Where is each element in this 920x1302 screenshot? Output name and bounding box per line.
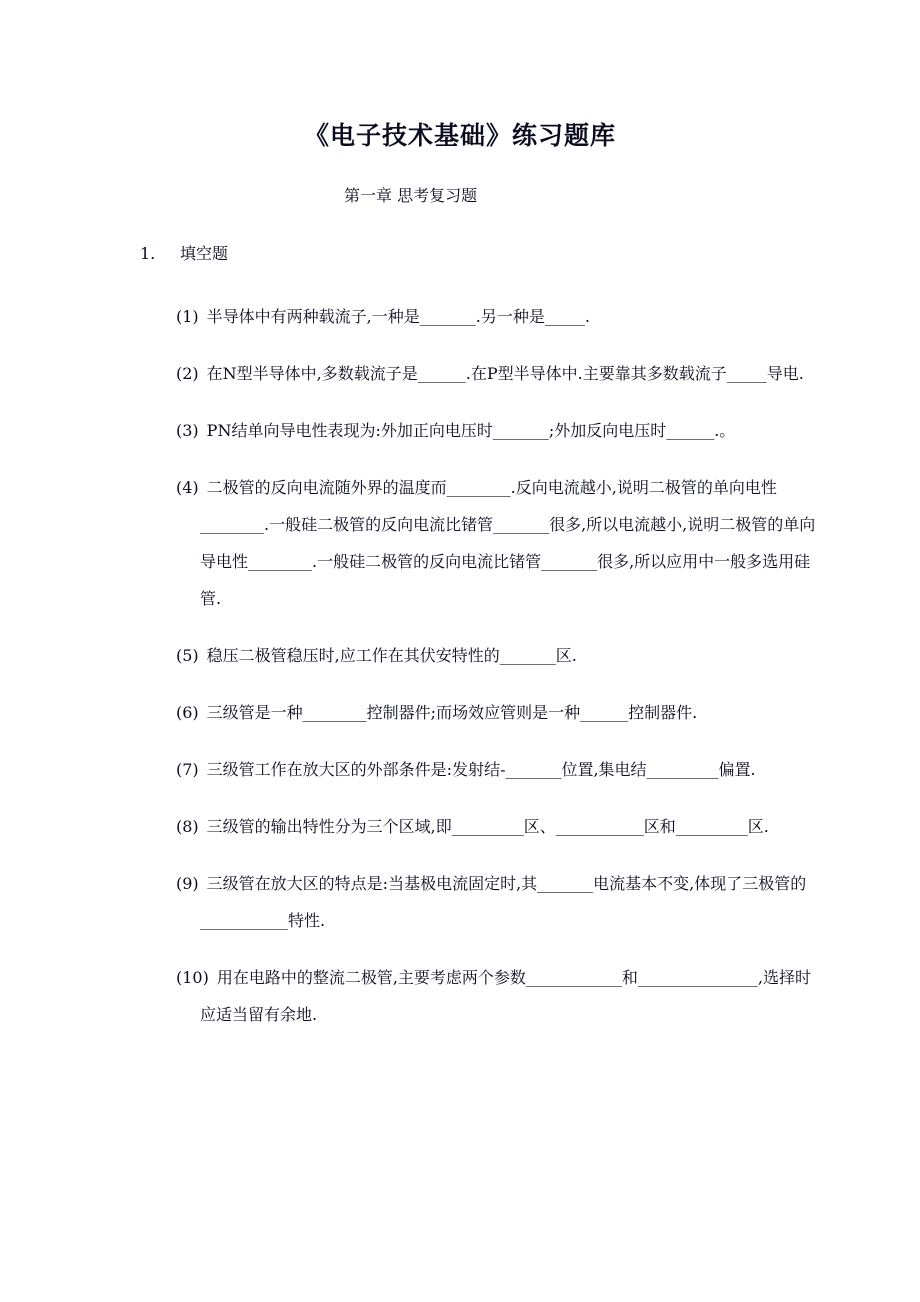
section-number: 1. — [140, 244, 156, 263]
chapter-heading: 第一章 思考复习题 — [344, 186, 478, 205]
question-number: (10) — [176, 968, 209, 987]
question-text: 用在电路中的整流二极管,主要考虑两个参数____________和_______________,选择时应适当留有余地. — [200, 968, 812, 1024]
question-text: 三级管是一种________控制器件;而场效应管则是一种______控制器件. — [206, 703, 698, 722]
question-item — [176, 298, 816, 335]
question-number: (7) — [176, 760, 199, 779]
question-number: (8) — [176, 817, 199, 836]
question-number: (6) — [176, 703, 199, 722]
question-item — [176, 412, 816, 449]
section-heading — [140, 241, 228, 264]
question-item — [176, 694, 816, 731]
section-label: 填空题 — [180, 244, 229, 263]
question-text: 三级管在放大区的特点是:当基极电流固定时,其_______电流基本不变,体现了三极管的___________特性. — [200, 874, 807, 930]
question-text: 二极管的反向电流随外界的温度而________.反向电流越小,说明二极管的单向电性________.一般硅二极管的反向电流比锗管_______很多,所以电流越小,说明二极管的单向导电性________.一般硅二极管的反向电流比锗管_______很多,所以应用中一般多选用硅管. — [200, 478, 816, 608]
question-item — [176, 637, 816, 674]
question-item — [176, 469, 816, 617]
question-item — [176, 751, 816, 788]
question-item — [176, 808, 816, 845]
document-title: 《电子技术基础》练习题库 — [303, 121, 616, 150]
question-item — [176, 959, 816, 1033]
question-text: 三级管工作在放大区的外部条件是:发射结-_______位置,集电结_________偏置. — [206, 760, 756, 779]
question-number: (9) — [176, 874, 199, 893]
question-item — [176, 355, 816, 392]
question-number: (1) — [176, 307, 199, 326]
question-number: (4) — [176, 478, 199, 497]
question-text: 半导体中有两种载流子,一种是_______.另一种是_____. — [206, 307, 590, 326]
question-text: 三级管的输出特性分为三个区域,即_________区、___________区和_________区. — [206, 817, 769, 836]
question-number: (5) — [176, 646, 199, 665]
question-number: (3) — [176, 421, 199, 440]
question-text: PN结单向导电性表现为:外加正向电压时_______;外加反向电压时______.。 — [206, 421, 736, 440]
question-list — [176, 298, 816, 1053]
question-item — [176, 865, 816, 939]
question-text: 稳压二极管稳压时,应工作在其伏安特性的_______区. — [206, 646, 577, 665]
question-number: (2) — [176, 364, 199, 383]
question-text: 在N型半导体中,多数载流子是______.在P型半导体中.主要靠其多数载流子_____导电. — [206, 364, 804, 383]
